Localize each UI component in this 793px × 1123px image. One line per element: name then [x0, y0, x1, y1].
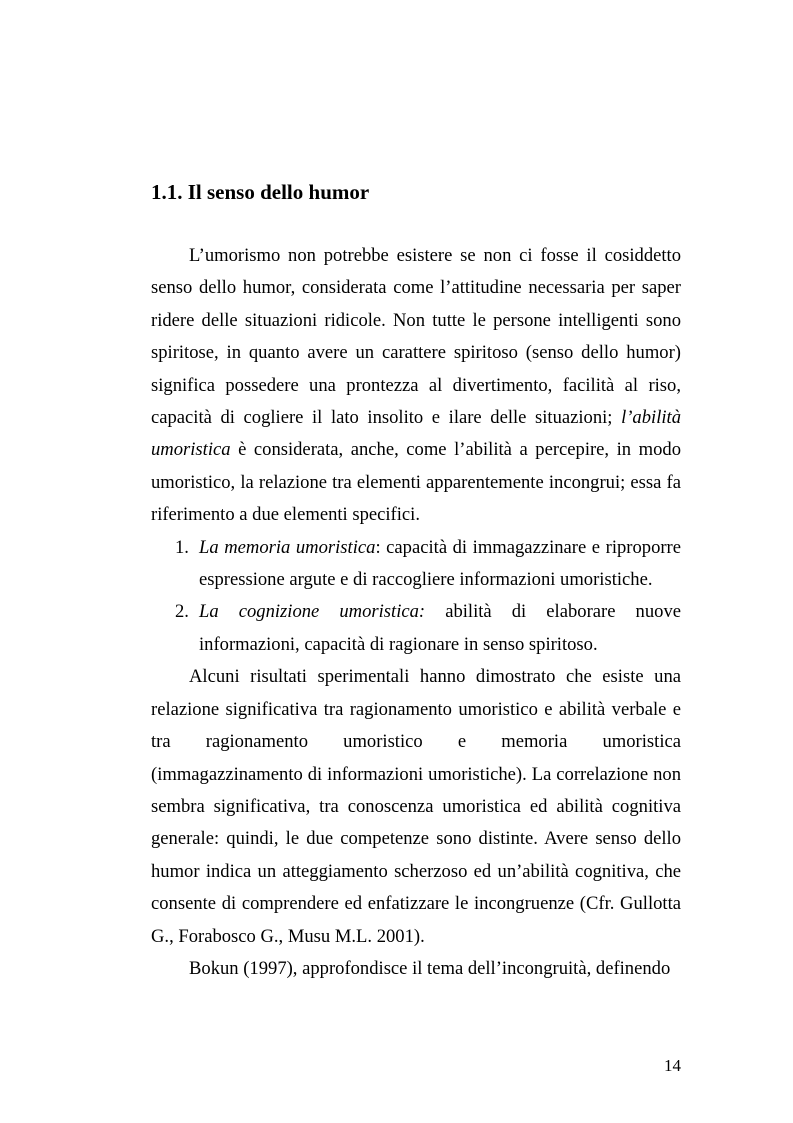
paragraph-results: Alcuni risultati sperimentali hanno dimostrato che esiste una relazione significativa tra ragionamento umoristico e abilità verbale e tra ragionamento umoristico e memoria umoristica (immagazzinamento di informazioni umoristiche). La correlazione non sembra significativa, tra conoscenza umoristica ed abilità cognitiva generale: quindi, le due competenze sono distinte. Avere senso dello humor indica un atteggiamento scherzoso ed un’abilità cognitiva, che consente di comprendere ed enfatizzare le incongruenze (Cfr. Gullotta G., Forabosco G., Musu M.L. 2001). [151, 666, 681, 947]
section-heading: 1.1. Il senso dello humor [151, 180, 370, 204]
list-item-number: 2. [175, 601, 189, 623]
list-item-text: abilità di elaborare nuove informazioni, capacità di ragionare in senso spiritoso. [199, 601, 681, 655]
paragraph-intro [151, 240, 681, 532]
list-item [175, 532, 681, 597]
list-item-text: : capacità di immagazzinare e riproporre espressione argute e di raccogliere informazioni umoristiche. [199, 536, 681, 591]
paragraph-intro-italic: l’abilità umoristica [151, 407, 681, 461]
list-item [175, 596, 681, 661]
paragraph-intro-part2: è considerata, anche, come l’abilità a percepire, in modo umoristico, la relazione tra elementi apparentemente incongrui; essa fa riferimento a due elementi specifici. [151, 439, 681, 526]
paragraph-intro-part1: L’umorismo non potrebbe esistere se non ci fosse il cosiddetto senso dello humor, considerata come l’attitudine necessaria per saper ridere delle situazioni ridicole. Non tutte le persone intelligenti sono spiritose, in quanto avere un carattere spiritoso (senso dello humor) significa possedere una prontezza al divertimento, facilità al riso, capacità di cogliere il lato insolito e ilare delle situazioni; [151, 245, 681, 429]
list-item-number: 1. [175, 536, 189, 558]
list-item-term: La cognizione umoristica: [199, 601, 426, 623]
list-item-term: La memoria umoristica [199, 536, 376, 558]
numbered-list [151, 532, 681, 662]
page-number: 14 [664, 1056, 681, 1075]
body-text [151, 240, 681, 985]
paragraph-bokun: Bokun (1997), approfondisce il tema dell’incongruità, definendo [189, 957, 671, 979]
